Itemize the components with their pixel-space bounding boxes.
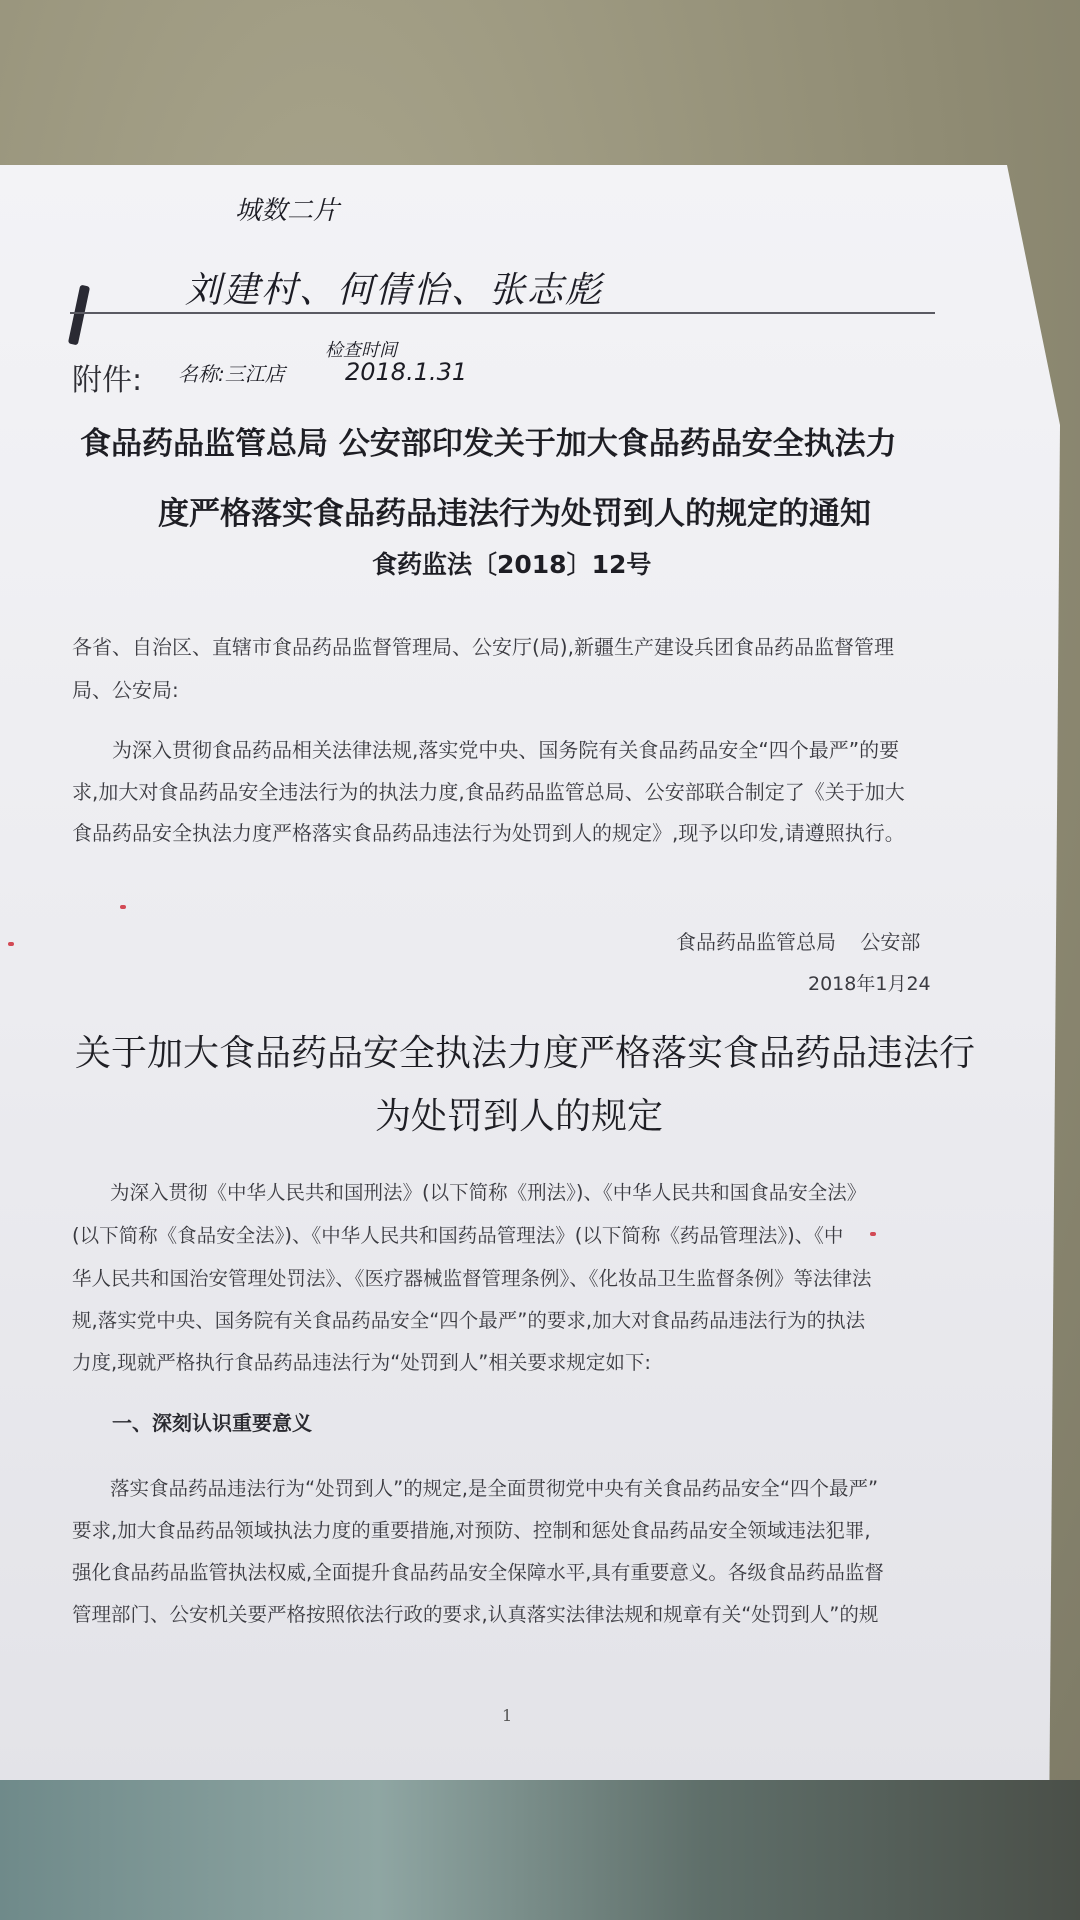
notice-date: 2018年1月24 [808, 973, 931, 995]
handwritten-time-label: 检查时间 [325, 340, 397, 361]
notice-para-line1: 为深入贯彻食品药品相关法律法规,落实党中央、国务院有关食品药品安全“四个最严”的要 [112, 738, 900, 762]
notice-doc-number: 食药监法〔2018〕12号 [372, 550, 652, 579]
red-ink-mark [870, 1232, 876, 1236]
regulation-intro-line3: 华人民共和国治安管理处罚法》、《医疗器械监督管理条例》、《化妆品卫生监督条例》等法律法 [72, 1267, 872, 1290]
section1-line4: 管理部门、公安机关要严格按照依法行政的要求,认真落实法律法规和规章有关“处罚到人”的规 [72, 1603, 879, 1626]
section1-line1: 落实食品药品违法行为“处罚到人”的规定,是全面贯彻党中央有关食品药品安全“四个最严” [110, 1477, 879, 1500]
notice-recipients-line1: 各省、自治区、直辖市食品药品监督管理局、公安厅(局),新疆生产建设兵团食品药品监督管理 [72, 635, 894, 659]
section1-line2: 要求,加大食品药品领域执法力度的重要措施,对预防、控制和惩处食品药品安全领域违法犯罪, [72, 1519, 871, 1542]
red-ink-mark [120, 905, 126, 909]
header-rule [70, 312, 935, 314]
regulation-intro-line4: 规,落实党中央、国务院有关食品药品安全“四个最严”的要求,加大对食品药品违法行为的执法 [72, 1309, 866, 1332]
handwritten-date: 2018.1.31 [345, 358, 468, 386]
red-ink-mark [8, 942, 14, 946]
section1-heading: 一、深刻认识重要意义 [112, 1411, 312, 1435]
attachment-label: 附件: [72, 363, 143, 398]
handwritten-store-name: 名称:三江店 [178, 362, 285, 386]
section1-line3: 强化食品药品监管执法权威,全面提升食品药品安全保障水平,具有重要意义。各级食品药品监督 [72, 1561, 884, 1584]
regulation-intro-line5: 力度,现就严格执行食品药品违法行为“处罚到人”相关要求规定如下: [72, 1351, 651, 1374]
notice-para-line2: 求,加大对食品药品安全违法行为的执法力度,食品药品监管总局、公安部联合制定了《关于加大 [72, 780, 905, 804]
background-fabric [0, 1780, 1080, 1920]
notice-signature: 食品药品监管总局 公安部 [676, 930, 921, 954]
notice-recipients-line2: 局、公安局: [72, 678, 179, 702]
page-number: 1 [502, 1706, 513, 1725]
regulation-title-line2: 为处罚到人的规定 [375, 1096, 664, 1137]
notice-para-line3: 食品药品安全执法力度严格落实食品药品违法行为处罚到人的规定》,现予以印发,请遵照执行。 [72, 821, 905, 845]
notice-title-line2: 度严格落实食品药品违法行为处罚到人的规定的通知 [158, 496, 871, 532]
regulation-title-line1: 关于加大食品药品安全执法力度严格落实食品药品违法行 [75, 1033, 976, 1074]
regulation-intro-line1: 为深入贯彻《中华人民共和国刑法》(以下简称《刑法》)、《中华人民共和国食品安全法》 [110, 1181, 867, 1204]
regulation-intro-line2: (以下简称《食品安全法》)、《中华人民共和国药品管理法》(以下简称《药品管理法》)、《中 [72, 1224, 844, 1247]
notice-title-line1: 食品药品监管总局 公安部印发关于加大食品药品安全执法力 [80, 426, 897, 462]
handwritten-names: 刘建村、何倩怡、张志彪 [185, 270, 604, 311]
handwritten-note-top: 城数二片 [235, 196, 340, 226]
